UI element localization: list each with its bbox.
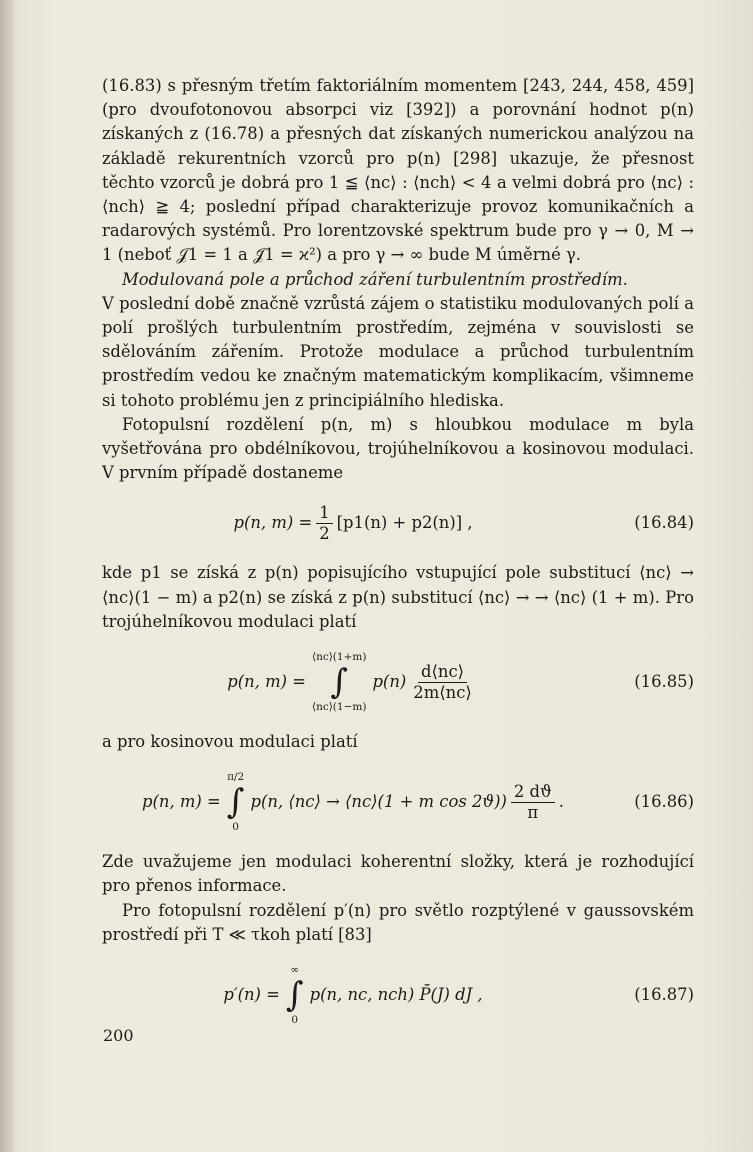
page-number: 200 (103, 1026, 134, 1045)
paragraph-6: Zde uvažujeme jen modulaci koherentní složky, která je rozhodující pro přenos informace. (102, 852, 694, 896)
eq85-lower-limit: ⟨nc⟩(1−m) (311, 701, 367, 714)
eq87-integrand: p(n, nc, nch) P̄(J) dJ , (309, 984, 483, 1004)
eq87-upper-limit: ∞ (290, 964, 300, 977)
eq86-number: (16.86) (634, 792, 694, 812)
paragraph-3: Fotopulsní rozdělení p(n, m) s hloubkou modulace m byla vyšetřována pro obdélníkovou, trojúhelníkovou a kosinovou modulaci. V prvním případě dostaneme (102, 414, 694, 483)
eq85-frac-num: d⟨nc⟩ (418, 662, 467, 683)
eq85-number: (16.85) (634, 671, 694, 691)
integral-sign-icon: ∫ (226, 782, 245, 823)
eq87-lower-limit: 0 (291, 1014, 299, 1027)
eq85-lhs: p(n, m) = (227, 671, 306, 691)
paragraph-5: a pro kosinovou modulaci platí (102, 732, 358, 752)
eq85-fraction (410, 662, 475, 703)
page-gutter-shadow (0, 0, 14, 1152)
eq87-number: (16.87) (634, 984, 694, 1004)
eq87-lhs: p′(n) = (223, 984, 280, 1004)
eq86-integral (227, 770, 245, 834)
eq84-fraction (316, 503, 332, 544)
eq86-lhs: p(n, m) = (142, 792, 221, 812)
eq86-lower-limit: 0 (232, 821, 239, 834)
equation-16-85 (102, 642, 694, 722)
section-heading: Modulovaná pole a průchod záření turbulentním prostředím. (122, 269, 628, 289)
eq85-integrand: p(n) (372, 671, 407, 691)
paragraph-1: (16.83) s přesným třetím faktoriálním momentem [243, 244, 458, 459] (pro dvoufotonovou absorpci viz [392]) a porovnání hodnot p(n) získaných z (16.78) a přesných dat získaných numerickou analýzou na základě rekurentních vzorců pro p(n) [298] ukazuje, že přesnost těchto vzorců je dobrá pro 1 ≦ ⟨nc⟩ : ⟨nch⟩ < 4 a velmi dobrá pro ⟨nc⟩ : ⟨nch⟩ ≧ 4; poslední případ charakterizuje provoz komunikačních a radarových systémů. Pro lorentzovské spektrum bude pro γ → 0, M → 1 (neboť 𝒥1 = 1 a 𝒥̄1 = ϰ²) a pro γ → ∞ bude M úměrné γ. (102, 76, 694, 265)
eq87-integral (286, 963, 304, 1027)
eq84-frac-den: 2 (319, 523, 330, 543)
eq86-upper-limit: π/2 (227, 771, 245, 784)
eq86-frac-num: 2 dϑ (511, 782, 555, 803)
eq84-number: (16.84) (634, 513, 694, 533)
eq84-lhs: p(n, m) = (233, 513, 313, 533)
eq85-upper-limit: ⟨nc⟩(1+m) (311, 651, 367, 664)
paragraph-7: Pro fotopulsní rozdělení p′(n) pro světlo rozptýlené v gaussovském prostředí při T ≪ τkoh platí [83] (102, 900, 694, 944)
eq85-integral (312, 650, 366, 714)
eq86-fraction (511, 782, 555, 823)
equation-16-86 (102, 762, 694, 842)
equation-16-84 (102, 493, 694, 553)
eq86-tail: . (558, 792, 564, 812)
text-block (102, 74, 694, 1043)
equation-16-87 (102, 955, 694, 1035)
eq86-frac-den: π (527, 802, 539, 822)
eq86-integrand: p(n, ⟨nc⟩ → ⟨nc⟩(1 + m cos 2ϑ)) (250, 792, 507, 812)
eq84-frac-num: 1 (316, 503, 332, 524)
eq84-rhs: [p1(n) + p2(n)] , (336, 513, 473, 533)
paragraph-2: V poslední době značně vzrůstá zájem o statistiku modulovaných polí a polí prošlých turbulentním prostředím, zejména v souvislosti se sdělováním zářením. Protože modulace a průchod turbulentním prostředím vedou ke značným matematickým komplikacím, všimneme si tohoto problému jen z principiálního hlediska. (102, 293, 694, 410)
integral-sign-icon: ∫ (330, 662, 349, 703)
eq85-frac-den: 2m⟨nc⟩ (413, 682, 472, 702)
paragraph-4: kde p1 se získá z p(n) popisujícího vstupující pole substitucí ⟨nc⟩ → ⟨nc⟩(1 − m) a p2(n) se získá z p(n) substitucí ⟨nc⟩ → → ⟨nc⟩ (1 + m). Pro trojúhelníkovou modulaci platí (102, 563, 694, 631)
integral-sign-icon: ∫ (285, 975, 304, 1016)
